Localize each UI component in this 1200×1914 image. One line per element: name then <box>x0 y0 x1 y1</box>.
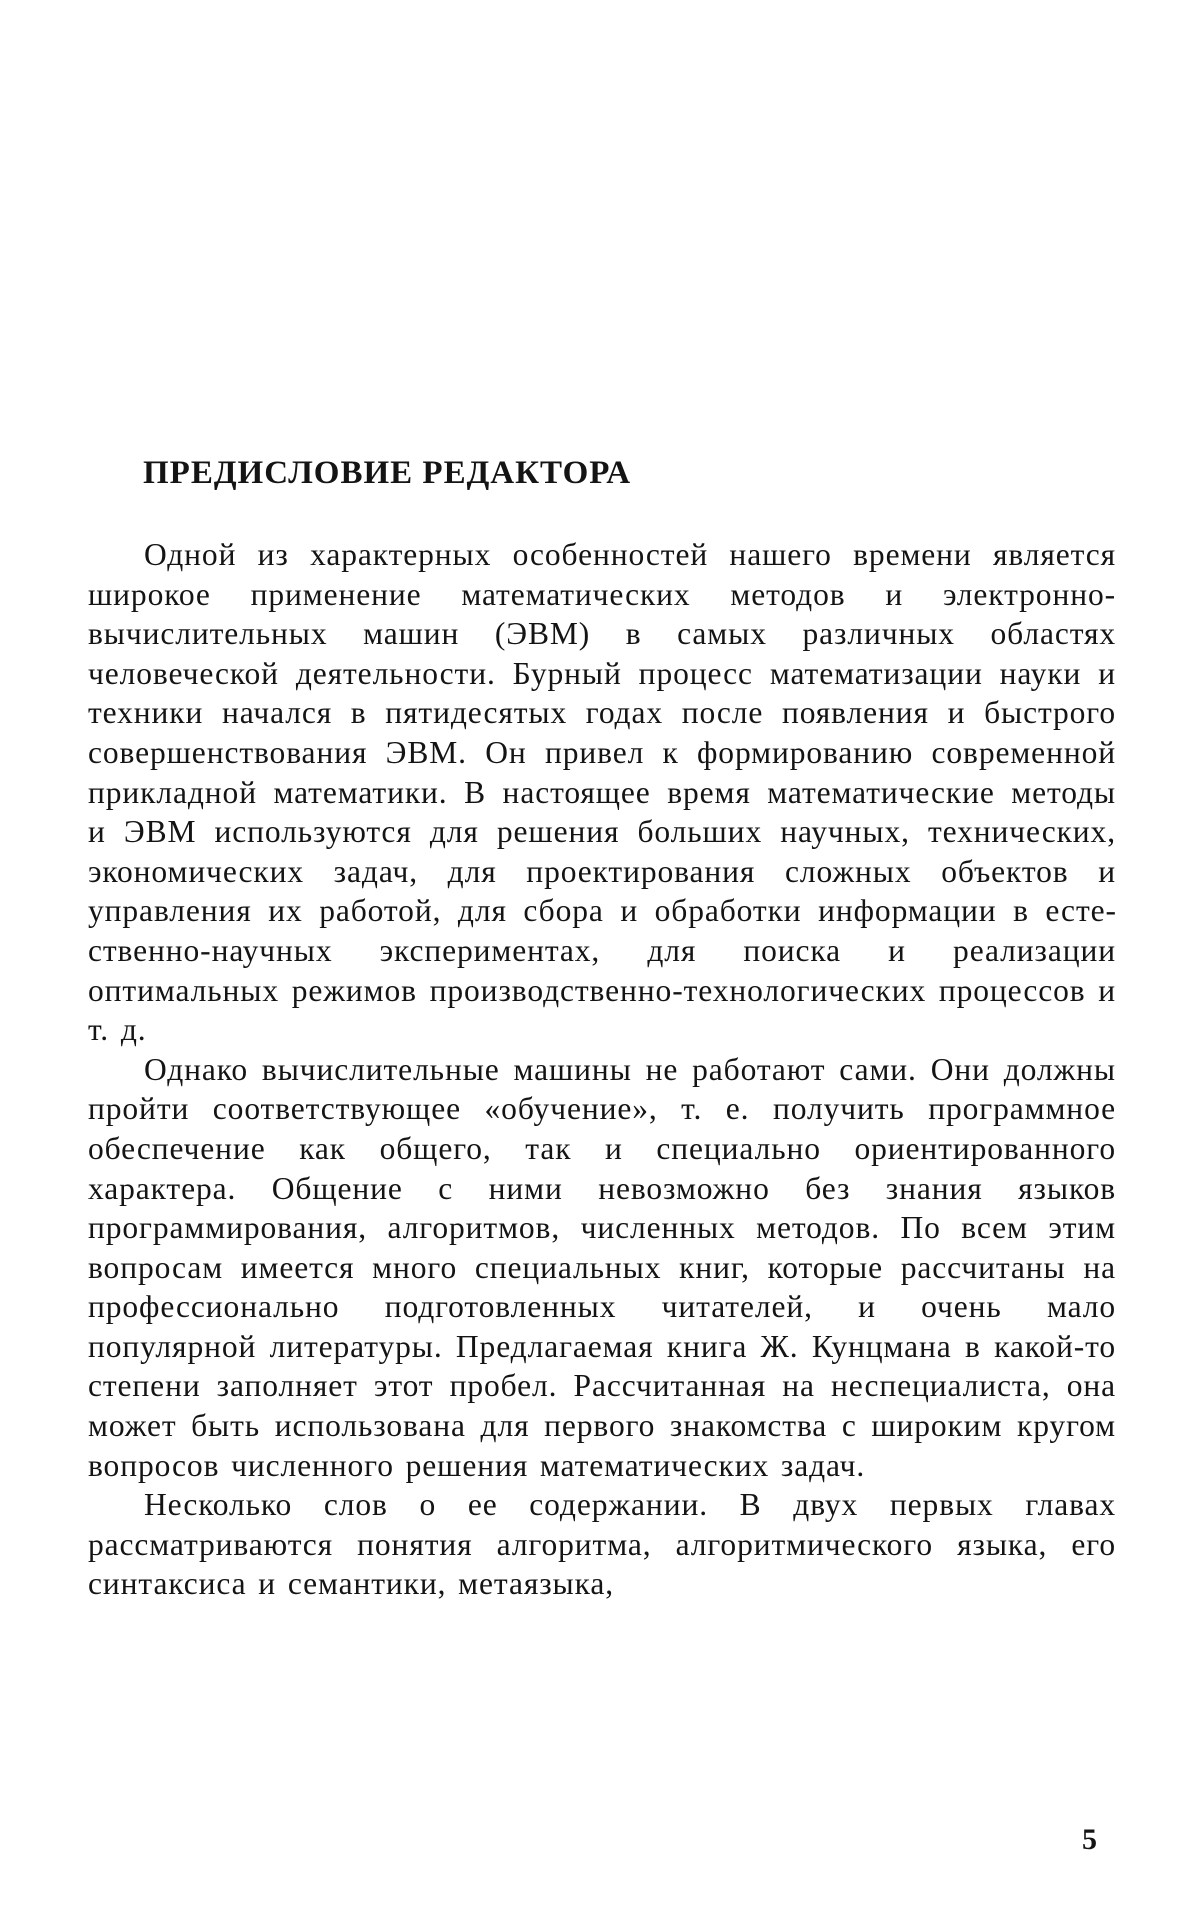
paragraph-2: Однако вычислительные машины не работают сами. Они должны пройти соответствующее «обучение», т. е. получить программное обеспечение как общего, так и специально ориентированного характера. Общение с ними невозможно без знания языков программирования, алгоритмов, численных методов. По всем этим вопросам имеется много специальных книг, которые рассчитаны на профессионально подготовленных читателей, и очень мало популярной литературы. Предлагаемая книга Ж. Кунцмана в какой-то степени заполняет этот пробел. Рассчитанная на неспециалиста, она может быть использована для первого знакомства с широким кругом вопросов численного решения математических задач. <box>88 1051 1116 1483</box>
paragraph-1: Одной из характерных особенностей нашего времени является широкое применение математических методов и электронно-вычислительных машин (ЭВМ) в самых различных областях человеческой деятельности. Бурный процесс математизации науки и техники начался в пятидесятых годах после появления и быстрого совершенствования ЭВМ. Он привел к формированию современной прикладной математики. В настоящее время математические методы и ЭВМ используются для решения больших научных, технических, экономических задач, для проектирования сложных объектов и управления их работой, для сбора и обработки информации в естественно-научных экспериментах, для поиска и реализации оптимальных режимов производственно-технологических процессов и т. д. <box>88 537 1116 1048</box>
paragraph-3: Несколько слов о ее содержании. В двух первых главах рассматриваются понятия алгоритма, алгоритмического языка, его синтаксиса и семантики, метаязыка, <box>88 1487 1116 1602</box>
page-number: 5 <box>1082 1823 1097 1856</box>
body-text <box>88 535 1116 1604</box>
page-title: ПРЕДИСЛОВИЕ РЕДАКТОРА <box>143 455 632 491</box>
